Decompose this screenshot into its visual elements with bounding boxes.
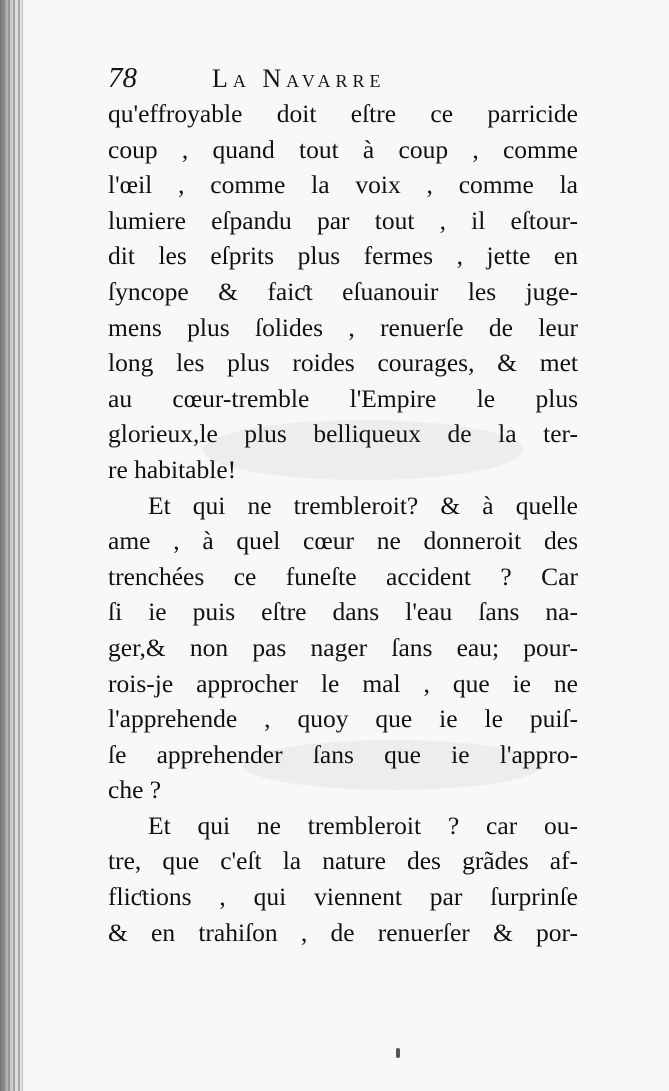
text-line: & en trahiſon , de renuerſer & por- xyxy=(108,917,578,947)
text-line: Et qui ne trembleroit ? car ou- xyxy=(148,810,578,840)
text-line: glorieux,le plus belliqueux de la ter- xyxy=(108,419,578,449)
text-line: fliƈtions , qui viennent par ſurprinſe xyxy=(108,882,578,912)
running-head: La Navarre xyxy=(212,64,386,93)
page-edge xyxy=(18,0,20,1091)
page-edge xyxy=(3,0,5,1091)
text-line: ame , à quel cœur ne donneroit des xyxy=(108,526,578,556)
text-line: l'apprehende , quoy que ie le puiſ- xyxy=(108,704,578,734)
text-line: au cœur-tremble l'Empire le plus xyxy=(108,383,578,413)
text-line: rois-je approcher le mal , que ie ne xyxy=(108,668,578,698)
text-line: che ? xyxy=(108,775,162,805)
page-edge xyxy=(13,0,15,1091)
text-line: ger,& non pas nager ſans eau; pour- xyxy=(108,632,578,662)
text-line: trenchées ce funeſte accident ? Car xyxy=(108,561,578,591)
page-number: 78 xyxy=(108,62,137,94)
paragraph xyxy=(108,96,578,488)
text-line: dit les eſprits plus fermes , jette en xyxy=(108,241,578,271)
body-text xyxy=(108,96,578,950)
page-edge xyxy=(8,0,10,1091)
paragraph xyxy=(108,488,578,808)
text-line: coup , quand tout à coup , comme xyxy=(108,134,578,164)
text-line: lumiere eſpandu par tout , il eſtour- xyxy=(108,205,578,235)
text-line: ſi ie puis eſtre dans l'eau ſans na- xyxy=(108,597,578,627)
text-line: qu'effroyable doit eſtre ce parricide xyxy=(108,99,578,128)
text-line: long les plus roides courages, & met xyxy=(108,348,578,378)
text-line: ſyncope & faiƈt eſuanouir les juge- xyxy=(108,276,578,306)
text-line: mens plus ſolides , renuerſe de leur xyxy=(108,312,578,342)
text-line: l'œil , comme la voix , comme la xyxy=(108,170,578,200)
text-line: Et qui ne trembleroit? & à quelle xyxy=(148,490,578,520)
ink-mark xyxy=(396,1048,400,1058)
text-line: re habitable! xyxy=(108,454,237,484)
text-line: ſe apprehender ſans que ie l'appro- xyxy=(108,739,578,769)
text-line: tre, que c'eſt la nature des grãdes af- xyxy=(108,846,578,876)
paragraph xyxy=(108,808,578,950)
